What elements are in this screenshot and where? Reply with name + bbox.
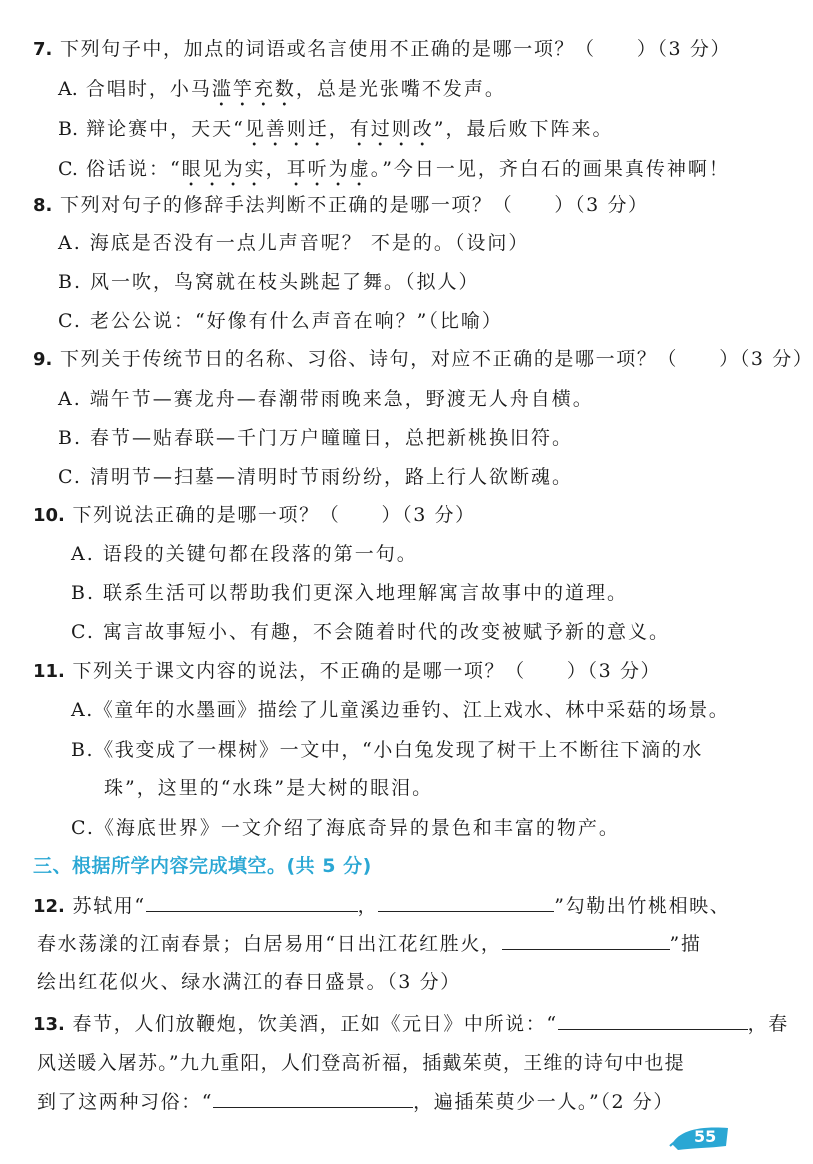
question-number: 11. [33,661,65,682]
fill-blank[interactable] [213,1089,413,1108]
question-12-line3: 绘出红花似火、绿水满江的春日盛景。（3 分） [37,971,461,993]
dotted-phrase: 滥竽充数 [211,78,296,100]
page-number-badge [670,1122,732,1152]
fill-blank[interactable] [146,893,358,912]
question-8-option-b: B. 风一吹，鸟窝就在枝头跳起了舞。（拟人） [58,271,480,293]
question-10-option-a: A. 语段的关键句都在段落的第一句。 [71,543,418,565]
dotted-phrase: 眼见为实，耳听为虚 [181,158,371,180]
question-8-stem [33,192,743,219]
question-7-stem [33,36,743,63]
fill-blank[interactable] [558,1011,748,1030]
question-7-option-b: B. 辩论赛中，天天“见善则迁，有过则改”，最后败下阵来。 [58,118,614,140]
question-text: 下列关于传统节日的名称、习俗、诗句，对应不正确的是哪一项？（ ）（3 分） [60,348,813,370]
page-number: 55 [694,1127,717,1146]
question-11-option-c: C.《海底世界》一文介绍了海底奇异的景色和丰富的物产。 [71,817,620,839]
question-number: 12. [33,896,65,917]
question-text: 下列对句子的修辞手法判断不正确的是哪一项？（ ）（3 分） [60,194,649,216]
question-10-option-c: C. 寓言故事短小、有趣，不会随着时代的改变被赋予新的意义。 [71,621,670,643]
dotted-phrase: 见善则迁，有过则改 [244,118,434,140]
question-number: 7. [33,39,53,60]
question-10-stem [33,502,743,529]
question-12-line1: 12. 苏轼用“ ， ”勾勒出竹桃相映、 [33,895,731,917]
question-8-option-c: C. 老公公说：“好像有什么声音在响？”（比喻） [58,310,503,332]
question-13-line1: 13. 春节，人们放鞭炮，饮美酒，正如《元日》中所说：“ ，春 [33,1013,789,1035]
question-13-line2: 风送暖入屠苏。”九九重阳，人们登高祈福，插戴茱萸，王维的诗句中也提 [37,1052,685,1074]
question-number: 13. [33,1014,65,1035]
question-11-option-b-line1: B.《我变成了一棵树》一文中，“小白兔发现了树干上不断往下滴的水 [71,739,703,761]
question-text: 下列关于课文内容的说法，不正确的是哪一项？（ ）（3 分） [72,660,662,682]
question-13-line3: 到了这两种习俗：“ ，遍插茱萸少一人。”（2 分） [37,1091,674,1113]
question-text: 下列说法正确的是哪一项？（ ）（3 分） [72,504,476,526]
question-7-option-c: C. 俗话说：“眼见为实，耳听为虚。”今日一见，齐白石的画果真传神啊！ [58,158,730,180]
question-12-line2: 春水荡漾的江南春景；白居易用“日出江花红胜火， ”描 [37,933,702,955]
question-7-option-a: A. 合唱时，小马滥竽充数，总是光张嘴不发声。 [58,78,506,100]
section-title: 三、根据所学内容完成填空。(共 5 分) [33,855,372,877]
question-number: 9. [33,349,53,370]
question-11-stem [33,658,743,685]
question-11-option-b-line2: 珠”，这里的“水珠”是大树的眼泪。 [104,777,434,799]
question-text: 下列句子中，加点的词语或名言使用不正确的是哪一项？（ ）（3 分） [60,38,732,60]
question-9-stem [33,346,813,373]
question-10-option-b: B. 联系生活可以帮助我们更深入地理解寓言故事中的道理。 [71,582,629,604]
question-number: 8. [33,195,53,216]
fill-blank[interactable] [502,931,670,950]
question-9-option-a: A. 端午节—赛龙舟—春潮带雨晚来急，野渡无人舟自横。 [58,388,594,410]
question-number: 10. [33,505,65,526]
question-9-option-b: B. 春节—贴春联—千门万户曈曈日，总把新桃换旧符。 [58,427,574,449]
question-9-option-c: C. 清明节—扫墓—清明时节雨纷纷，路上行人欲断魂。 [58,466,573,488]
question-8-option-a: A. 海底是否没有一点儿声音呢？ 不是的。（设问） [58,232,530,254]
question-11-option-a: A.《童年的水墨画》描绘了儿童溪边垂钓、江上戏水、林中采菇的场景。 [71,699,730,721]
fill-blank[interactable] [378,893,554,912]
